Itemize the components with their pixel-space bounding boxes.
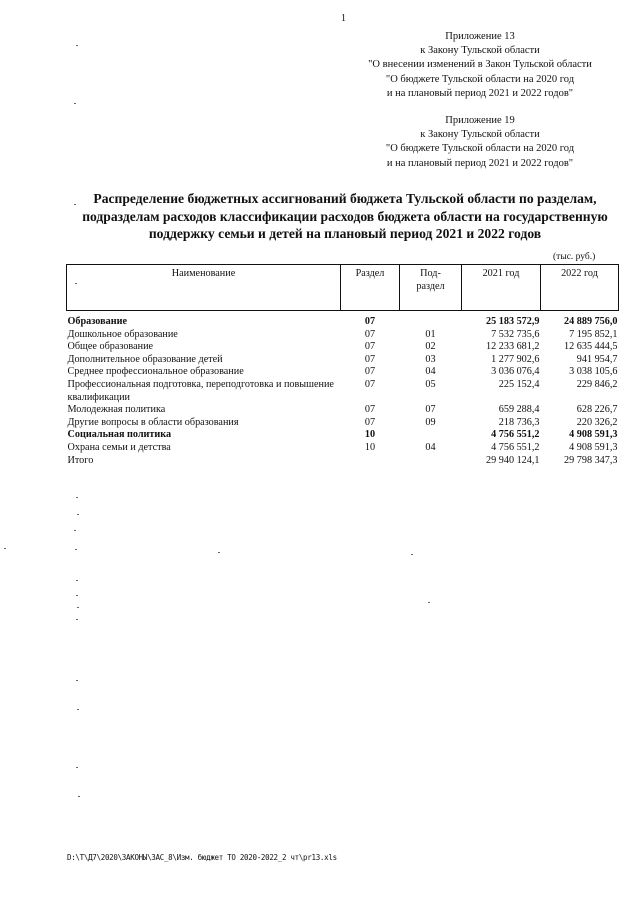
row-section-cell: 07 [364,341,376,353]
row-subsection-cell: 01 [425,328,436,340]
row-subsection-cell [400,455,462,468]
row-2021-value-cell: 29 940 124,1 [486,454,540,466]
row-name-cell: Общее образование [67,341,154,353]
row-section-cell: 07 [364,404,376,416]
title-line: поддержку семьи и детей на плановый период 2021 и 2022 годов [148,226,542,241]
appendix-13-line: "О бюджете Тульской области на 2020 год [385,73,575,85]
row-2022-value-cell: 628 226,7 [576,404,618,416]
appendix-13-block [330,30,630,101]
table-row [67,442,619,455]
row-2021-value-cell: 4 756 551,2 [491,441,540,453]
appendix-19-line: к Закону Тульской области [420,129,540,141]
table-row [67,366,619,379]
appendix-19-line: "О бюджете Тульской области на 2020 год [385,143,575,155]
row-name-cell: Итого [67,454,94,466]
row-section-cell: 07 [364,416,376,428]
row-2021-value-cell: 3 036 076,4 [491,366,540,378]
appendix-13-line: и на плановый период 2021 и 2022 годов" [386,87,574,99]
table-row [67,429,619,442]
row-2022-value-cell: 3 038 105,6 [569,366,618,378]
appendix-19-block [330,114,630,171]
row-subsection-cell: 09 [425,416,436,428]
row-section-cell: 07 [364,353,376,365]
row-name-cell: Образование [67,316,128,327]
row-subsection-cell: 07 [425,404,436,416]
row-name-cell: Дополнительное образование детей [67,353,223,365]
budget-table [66,264,619,467]
row-name-cell: Охрана семьи и детства [67,441,171,453]
page-number: 1 [341,13,346,24]
row-name-cell: Среднее профессиональное образование [67,366,244,378]
row-2022-value-cell: 7 195 852,1 [569,328,618,340]
row-subsection-cell: 03 [425,353,436,365]
table-row [67,379,619,404]
row-section-cell: 07 [364,316,376,327]
row-2022-value-cell: 220 326,2 [576,416,618,428]
row-subsection-cell: 04 [425,366,436,378]
units-label: (тыс. руб.) [553,252,596,262]
row-2021-value-cell: 25 183 572,9 [486,316,540,327]
row-section-cell: 07 [364,366,376,378]
row-name-cell: Профессиональная подготовка, переподготовка и повышение квалификации [67,378,334,403]
document-title [80,190,610,243]
row-name-cell: Молодежная политика [67,404,166,416]
appendix-13-line: Приложение 13 [445,31,515,42]
appendix-19-line: Приложение 19 [445,115,515,126]
row-name-cell: Дошкольное образование [67,328,178,340]
row-2021-value-cell: 225 152,4 [498,378,540,390]
table-body [67,311,619,468]
header-2021: 2021 год [462,265,541,311]
row-2021-value-cell: 1 277 902,6 [491,353,540,365]
row-name-cell: Другие вопросы в области образования [67,416,239,428]
header-2022: 2022 год [541,265,619,311]
file-path-footer: D:\T\Д7\2020\ЗАКОНЫ\ЗАС_8\Изм. бюджет ТО 2020-2022_2 чт\pr13.xls [67,853,337,862]
row-2022-value-cell: 24 889 756,0 [564,316,618,327]
title-line: Распределение бюджетных ассигнований бюджета Тульской области по разделам, [93,191,597,206]
header-subsection: Под- раздел [400,265,462,311]
row-subsection-cell [400,429,462,442]
header-name: Наименование [67,265,341,311]
row-2022-value-cell: 4 908 591,3 [569,429,618,441]
row-2021-value-cell: 12 233 681,2 [486,341,540,353]
table-row [67,316,619,329]
row-2021-value-cell: 218 736,3 [498,416,540,428]
table-row [67,455,619,468]
row-subsection-cell: 02 [425,341,436,353]
row-2021-value-cell: 659 288,4 [498,404,540,416]
table-row [67,329,619,342]
row-2022-value-cell: 12 635 444,5 [564,341,618,353]
appendix-13-line: к Закону Тульской области [420,45,540,57]
row-subsection-cell: 04 [425,441,436,453]
appendix-13-line: "О внесении изменений в Закон Тульской области [368,59,592,71]
table-header-row [67,265,619,311]
row-section-cell: 10 [364,441,376,453]
row-name-cell: Социальная политика [67,429,172,441]
appendix-19-line: и на плановый период 2021 и 2022 годов" [386,157,574,169]
title-line: подразделам расходов классификации расходов бюджета области на государственную [82,208,608,224]
row-subsection-cell [400,316,462,329]
table-row [67,341,619,354]
row-2021-value-cell: 7 532 735,6 [491,328,540,340]
table-row [67,354,619,367]
row-section-cell: 10 [364,429,376,441]
table-row [67,417,619,430]
row-section-cell: 07 [364,378,376,390]
row-2022-value-cell: 941 954,7 [576,353,618,365]
table-row [67,404,619,417]
row-2021-value-cell: 4 756 551,2 [491,429,540,441]
header-section: Раздел [341,265,400,311]
row-2022-value-cell: 29 798 347,3 [564,454,618,466]
row-2022-value-cell: 4 908 591,3 [569,441,618,453]
row-section-cell [341,455,400,468]
row-subsection-cell: 05 [425,378,436,390]
row-section-cell: 07 [364,328,376,340]
row-2022-value-cell: 229 846,2 [576,378,618,390]
